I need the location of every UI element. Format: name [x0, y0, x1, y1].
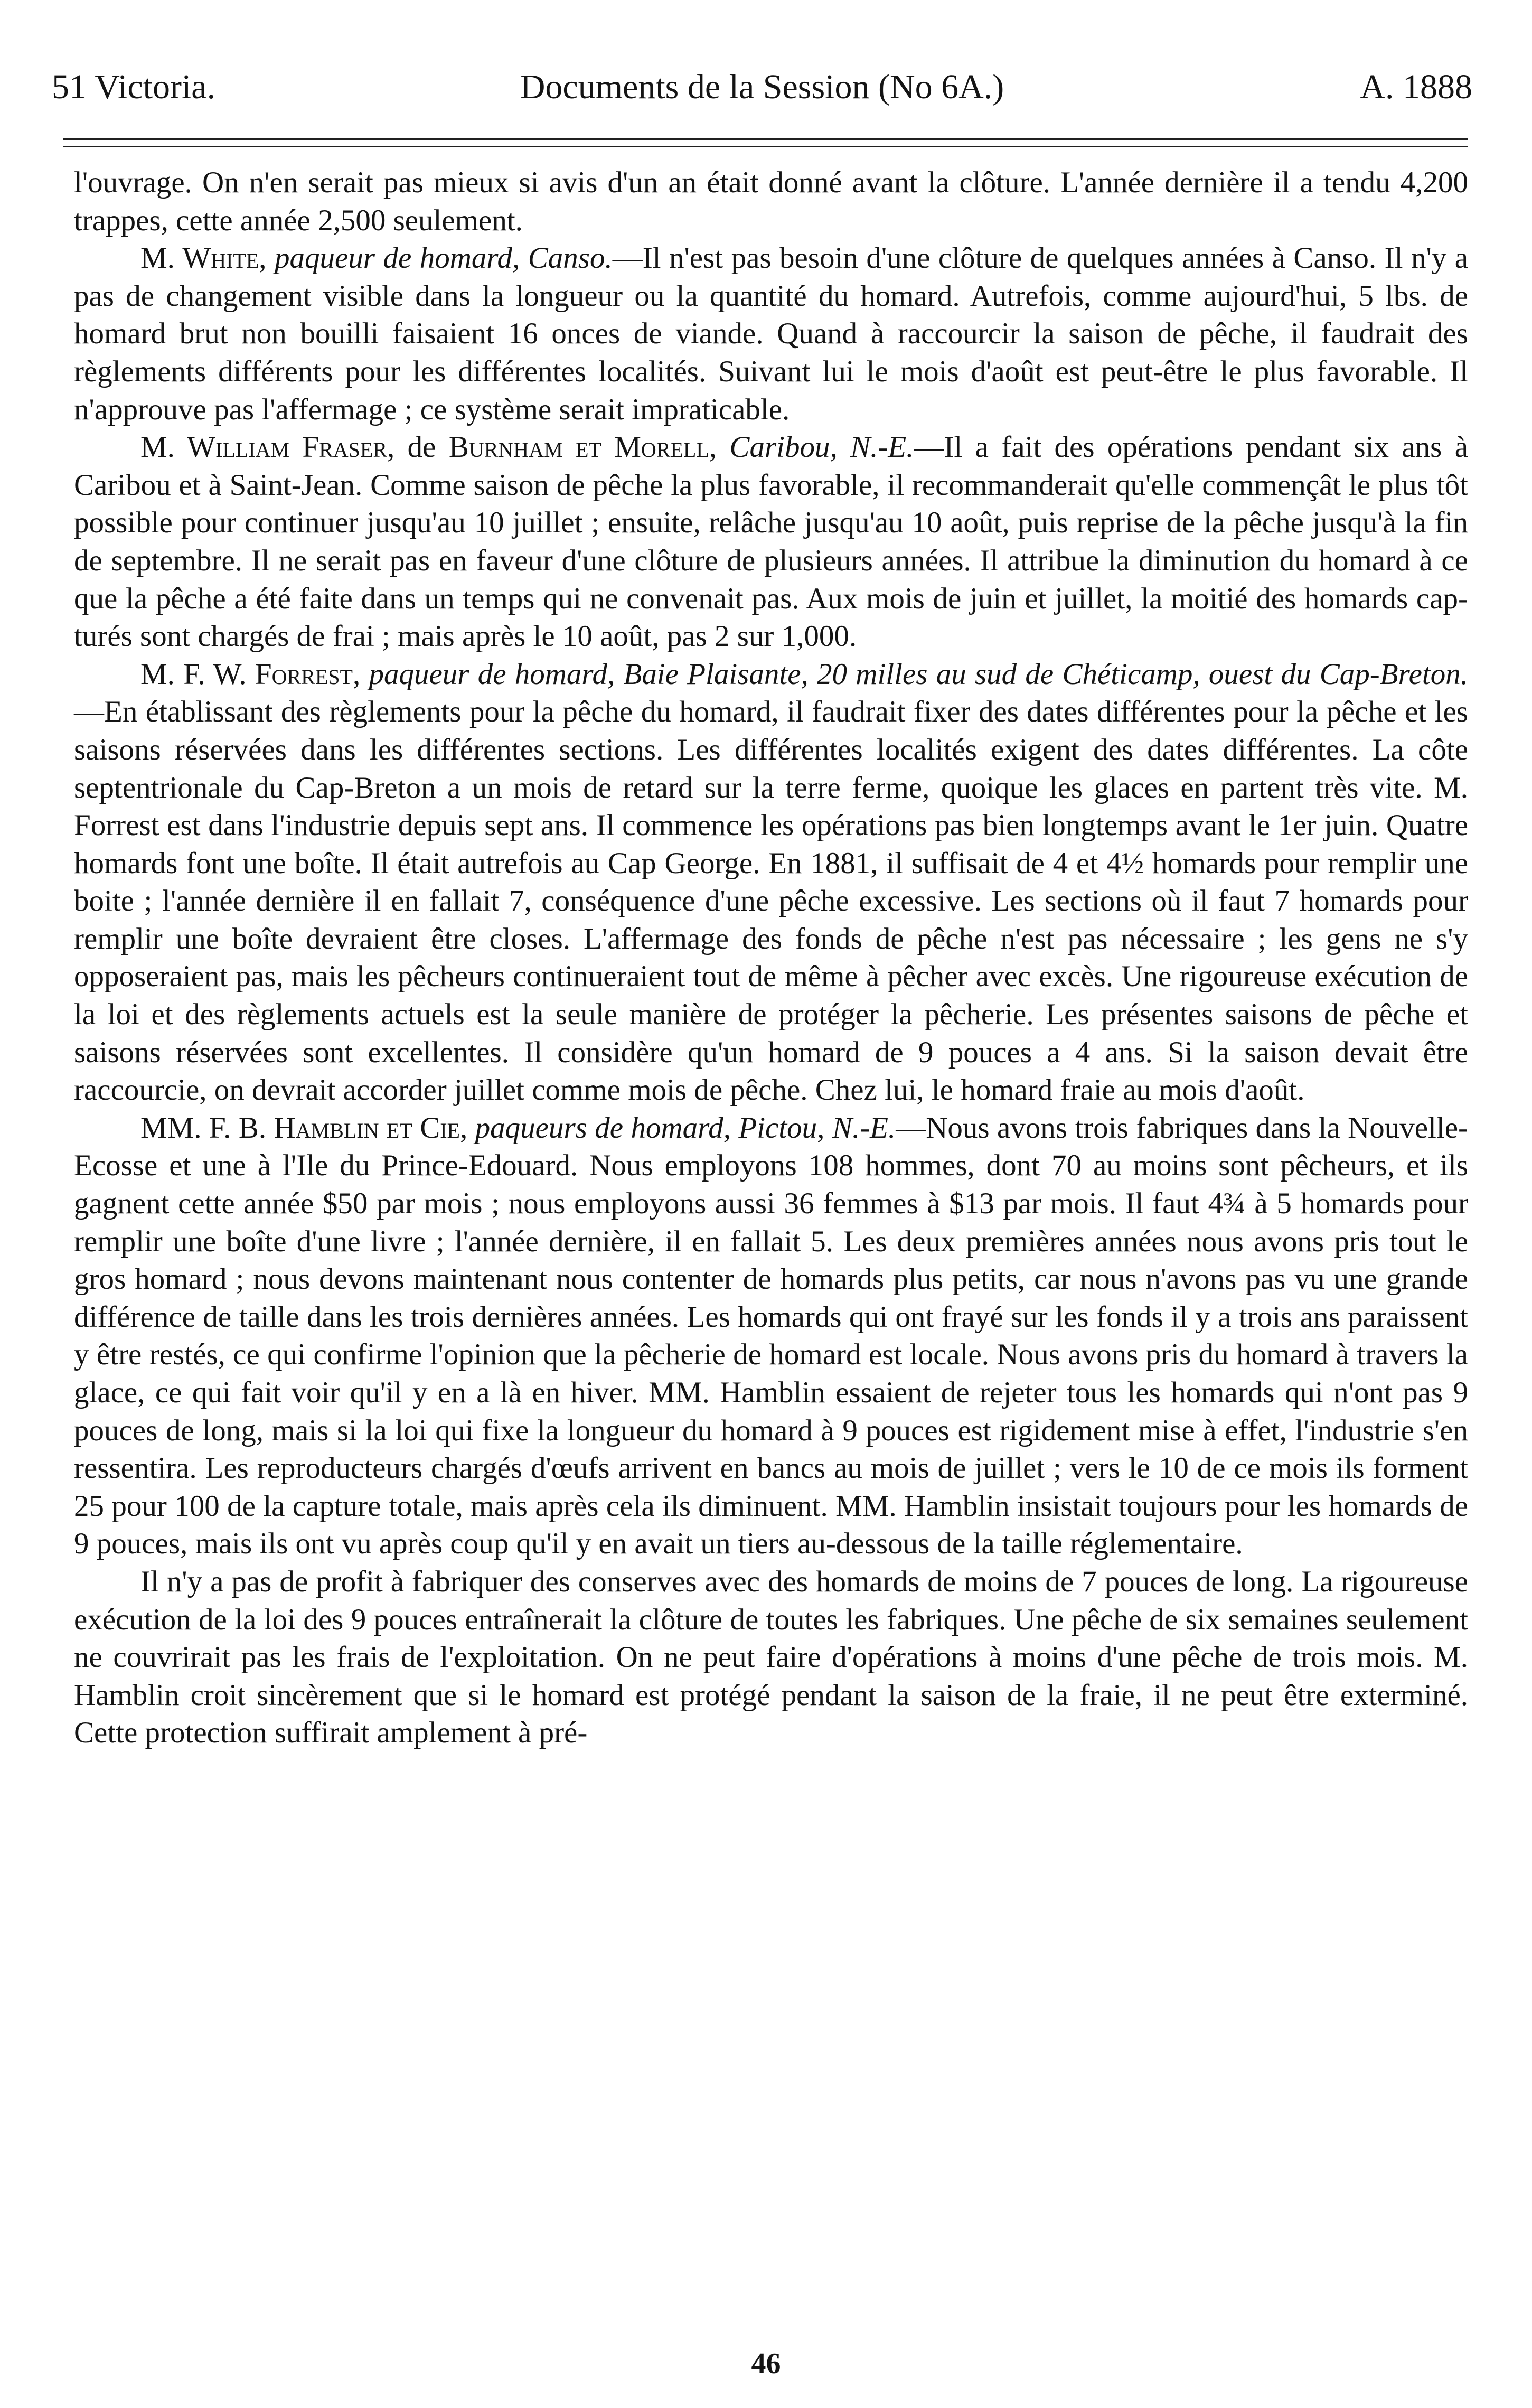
paragraph-continuation: l'ouvrage. On n'en serait pas mieux si avis d'un an était donné avant la clôture. L'année dernière il a tendu 4,200 trappes, cette année 2,500 seulement.	[74, 166, 1468, 237]
testimony-text: —Il a fait des opérations pendant six ans à Caribou et à Saint-Jean. Comme saison de pêche la plus favorable, il recommanderait qu'elle commençât le plus tôt possible pour continuer jusqu'au 10 juillet ; ensuite, relâche jusqu'au 10 août, puis reprise de la pêche jusqu'à la fin de septembre. Il ne serait pas en faveur d'une clôture de plusieurs années. Il attribue la diminution du homard à ce que la pêche a été faite dans un temps qui ne convenait pas. Aux mois de juin et juillet, la moitié des homards capturés sont chargés de frai ; mais après le 10 août, pas 2 sur 1,000.	[74, 430, 1469, 653]
header-volume: 51 Victoria.	[52, 68, 216, 106]
testimony-text: —Il n'est pas besoin d'une clôture de quelques années à Canso. Il n'y a pas de changement visible dans la longueur ou la quantité du homard. Autrefois, comme aujourd'hui, 5 lbs. de homard brut non bouilli faisaient 16 onces de viande. Quand à raccourcir la saison de pêche, il faudrait des règlements différents pour les différentes localités. Suivant lui le mois d'août est peut-être le plus favorable. Il n'approuve pas l'affermage ; ce système serait impraticable.	[74, 241, 1469, 426]
page-number: 46	[751, 2347, 781, 2380]
speaker-role: paqueur de homard, Baie Plaisante, 20 milles au sud de Chéticamp, ouest du Cap-Breton.	[369, 657, 1469, 691]
speaker-connector: de	[407, 430, 436, 464]
paragraph-white	[74, 239, 1468, 428]
header-title: Documents de la Session (No 6A.)	[520, 68, 1004, 106]
paragraph-hamblin	[74, 1109, 1468, 1563]
speaker-name: MM. F. B. Hamblin et Cie,	[140, 1111, 468, 1145]
header-year: A. 1888	[1360, 68, 1472, 106]
testimony-text: —Nous avons trois fabriques dans la Nouvelle-Ecosse et une à l'Ile du Prince-Edouard. Nous employons 108 hommes, dont 70 au moins sont pêcheurs, et ils gagnent cette année $50 par mois ; nous employons aussi 36 femmes à $13 par mois. Il faut 4¾ à 5 homards pour remplir une boîte d'une livre ; l'année dernière, il en fallait 5. Les deux premières années nous avons pris tout le gros homard ; nous devons maintenant nous contenter de homards plus petits, car nous n'avons pas vu une grande différence de taille dans les trois dernières années. Les homards qui ont frayé sur les fonds il y a trois ans paraissent y être restés, ce qui confirme l'opinion que la pêcherie de homard est locale. Nous avons pris du homard à travers la glace, ce qui fait voir qu'il y en a là en hiver. MM. Hamblin essaient de rejeter tous les homards qui n'ont pas 9 pouces de long, mais si la loi qui fixe la longueur du homard à 9 pouces est rigidement mise à effet, l'industrie s'en ressentira. Les reproducteurs chargés d'œufs arrivent en bancs au mois de juillet ; vers le 10 de ce mois ils forment 25 pour 100 de la capture totale, mais après cela ils diminuent. MM. Hamblin insistait toujours pour les homards de 9 pouces, mais ils ont vu après coup qu'il y en avait un tiers au-dessous de la taille réglementaire.	[74, 1111, 1469, 1561]
speaker-name: M. White,	[140, 241, 267, 275]
header-rule-bottom	[63, 146, 1468, 147]
header-rule-top	[63, 138, 1468, 140]
speaker-role: paqueurs de homard, Pictou, N.-E.	[475, 1111, 896, 1145]
speaker-role: paqueur de homard, Canso.	[275, 241, 613, 275]
speaker-name: M. William Fraser,	[140, 430, 395, 464]
paragraph-fraser	[74, 428, 1468, 655]
speaker-role: Caribou, N.-E.	[729, 430, 914, 464]
body-text	[74, 164, 1468, 2319]
paragraph-conclusion: Il n'y a pas de profit à fabriquer des conserves avec des homards de moins de 7 pouces de long. La rigoureuse exécution de la loi des 9 pouces entraînerait la clôture de toutes les fabriques. Une pêche de six semaines seulement ne couvrirait pas les frais de l'exploitation. On ne peut faire d'opérations à moins d'une pêche de trois mois. M. Hamblin croit sincèrement que si le homard est protégé pendant la saison de la fraie, il ne peut être exterminé. Cette protection suffirait amplement à pré-	[74, 1564, 1468, 1750]
speaker-name: M. F. W. Forrest,	[140, 657, 361, 691]
testimony-text: —En établissant des règlements pour la pêche du homard, il faudrait fixer des dates différentes pour la pêche et les saisons réservées dans les différentes sections. Les différentes localités exigent des dates différentes. La côte septentrionale du Cap-Breton a un mois de retard sur la terre ferme, quoique les glaces en partent très vite. M. Forrest est dans l'industrie depuis sept ans. Il commence les opérations pas bien longtemps avant le 1er juin. Quatre homards font une boîte. Il était autrefois au Cap George. En 1881, il suffisait de 4 et 4½ homards pour remplir une boite ; l'année dernière il en fallait 7, conséquence d'une pêche excessive. Les sections où il faut 7 homards pour remplir une boîte devraient être closes. L'affermage des fonds de pêche n'est pas nécessaire ; les gens ne s'y opposeraient pas, mais les pêcheurs continueraient tout de même à pêcher avec excès. Une rigoureuse exécution de la loi et des règlements actuels est la seule manière de protéger la pêcherie. Les présentes saisons de pêche et saisons réservées sont excellentes. Il considère qu'un homard de 9 pouces a 4 ans. Si la saison devait être raccourcie, on devrait accorder juillet comme mois de pêche. Chez lui, le homard fraie au mois d'août.	[74, 695, 1468, 1107]
paragraph-forrest	[74, 655, 1468, 1109]
firm-name: Burnham et Morell,	[448, 430, 717, 464]
running-header	[52, 58, 1472, 116]
